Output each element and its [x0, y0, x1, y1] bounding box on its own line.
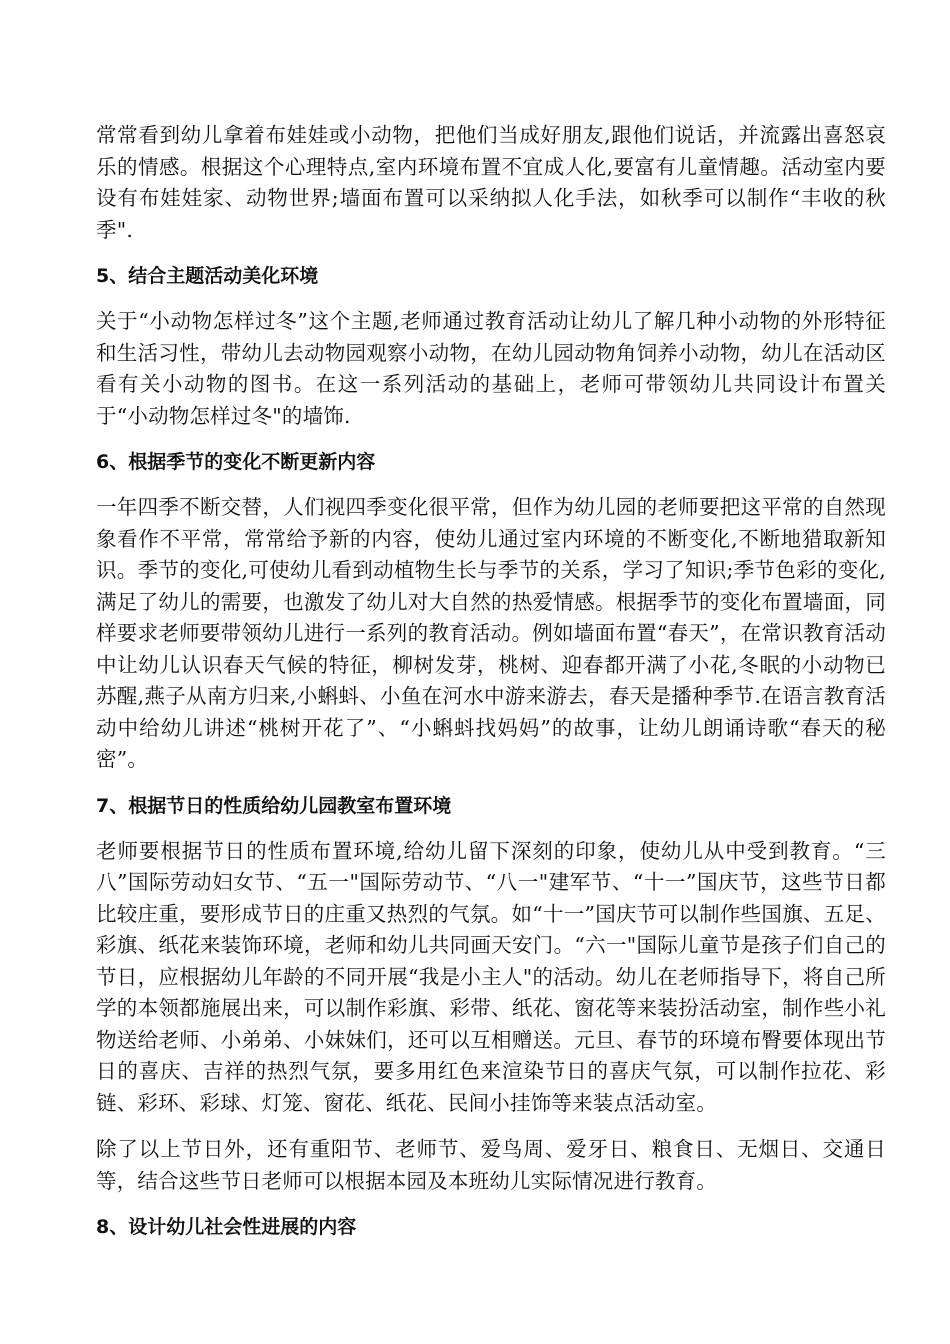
section-5-paragraph: 关于“小动物怎样过冬”这个主题,老师通过教育活动让幼儿了解几种小动物的外形特征和生活习性，带幼儿去动物园观察小动物，在幼儿园动物角饲养小动物，幼儿在活动区看有关小动物的图书。在这一系列活动的基础上，老师可带领幼儿共同设计布置关于“小动物怎样过冬"的墙饰. — [96, 309, 886, 428]
section-5-heading: 5、结合主题活动美化环境 — [96, 265, 319, 287]
section-7-paragraph: 老师要根据节日的性质布置环境,给幼儿留下深刻的印象，使幼儿从中受到教育。“三八”国际劳动妇女节、“五一"国际劳动节、“八一"建军节、“十一”国庆节，这些节日都比较庄重，要形成节日的庄重又热烈的气氛。如“十一”国庆节可以制作些国旗、五足、彩旗、纸花来装饰环境，老师和幼儿共同画天安门。“六一"国际儿童节是孩子们自己的节日，应根据幼儿年龄的不同开展“我是小主人"的活动。幼儿在老师指导下，将自己所学的本领都施展出来，可以制作彩旗、彩带、纸花、窗花等来装扮活动室，制作些小礼物送给老师、小弟弟、小妹妹们，还可以互相赠送。元旦、春节的环境布臀要体现出节日的喜庆、吉祥的热烈气氛，要多用红色来渲染节日的喜庆气氛，可以制作拉花、彩链、彩环、彩球、灯笼、窗花、纸花、民间小挂饰等来装点活动室。 — [96, 838, 886, 1115]
document-page — [96, 120, 886, 1257]
section-7-heading: 7、根据节日的性质给幼儿园教室布置环境 — [96, 794, 452, 817]
section-7-paragraph-2: 除了以上节日外，还有重阳节、老师节、爱鸟周、爱牙日、粮食日、无烟日、交通日等，结合这些节日老师可以根据本园及本班幼儿实际情况进行教育。 — [96, 1137, 886, 1193]
section-6-heading: 6、根据季节的变化不断更新内容 — [96, 451, 376, 473]
intro-paragraph: 常常看到幼儿拿着布娃娃或小动物，把他们当成好朋友,跟他们说话，并流露出喜怒哀乐的情感。根据这个心理特点,室内环境布置不宜成人化,要富有儿童情趣。活动室内要设有布娃娃家、动物世界;墙面布置可以采纳拟人化手法，如秋季可以制作“丰收的秋季". — [96, 123, 886, 242]
section-8-heading: 8、设计幼儿社会性进展的内容 — [96, 1216, 357, 1238]
section-6-paragraph: 一年四季不断交替，人们视四季变化很平常，但作为幼儿园的老师要把这平常的自然现象看作不平常，常常给予新的内容，使幼儿通过室内环境的不断变化,不断地猎取新知识。季节的变化,可使幼儿看到动植物生长与季节的关系，学习了知识;季节色彩的变化,满足了幼儿的需要，也激发了幼儿对大自然的热爱情感。根据季节的变化布置墙面，同样要求老师要带领幼儿进行一系列的教育活动。例如墙面布置“春天”，在常识教育活动中让幼儿认识春天气候的特征，柳树发芽，桃树、迎春都开满了小花,冬眠的小动物已苏醒,燕子从南方归来,小蝌蚪、小鱼在河水中游来游去，春天是播种季节.在语言教育活动中给幼儿讲述“桃树开花了”、“小蝌蚪找妈妈”的故事，让幼儿朗诵诗歌“春天的秘密”。 — [96, 495, 886, 771]
